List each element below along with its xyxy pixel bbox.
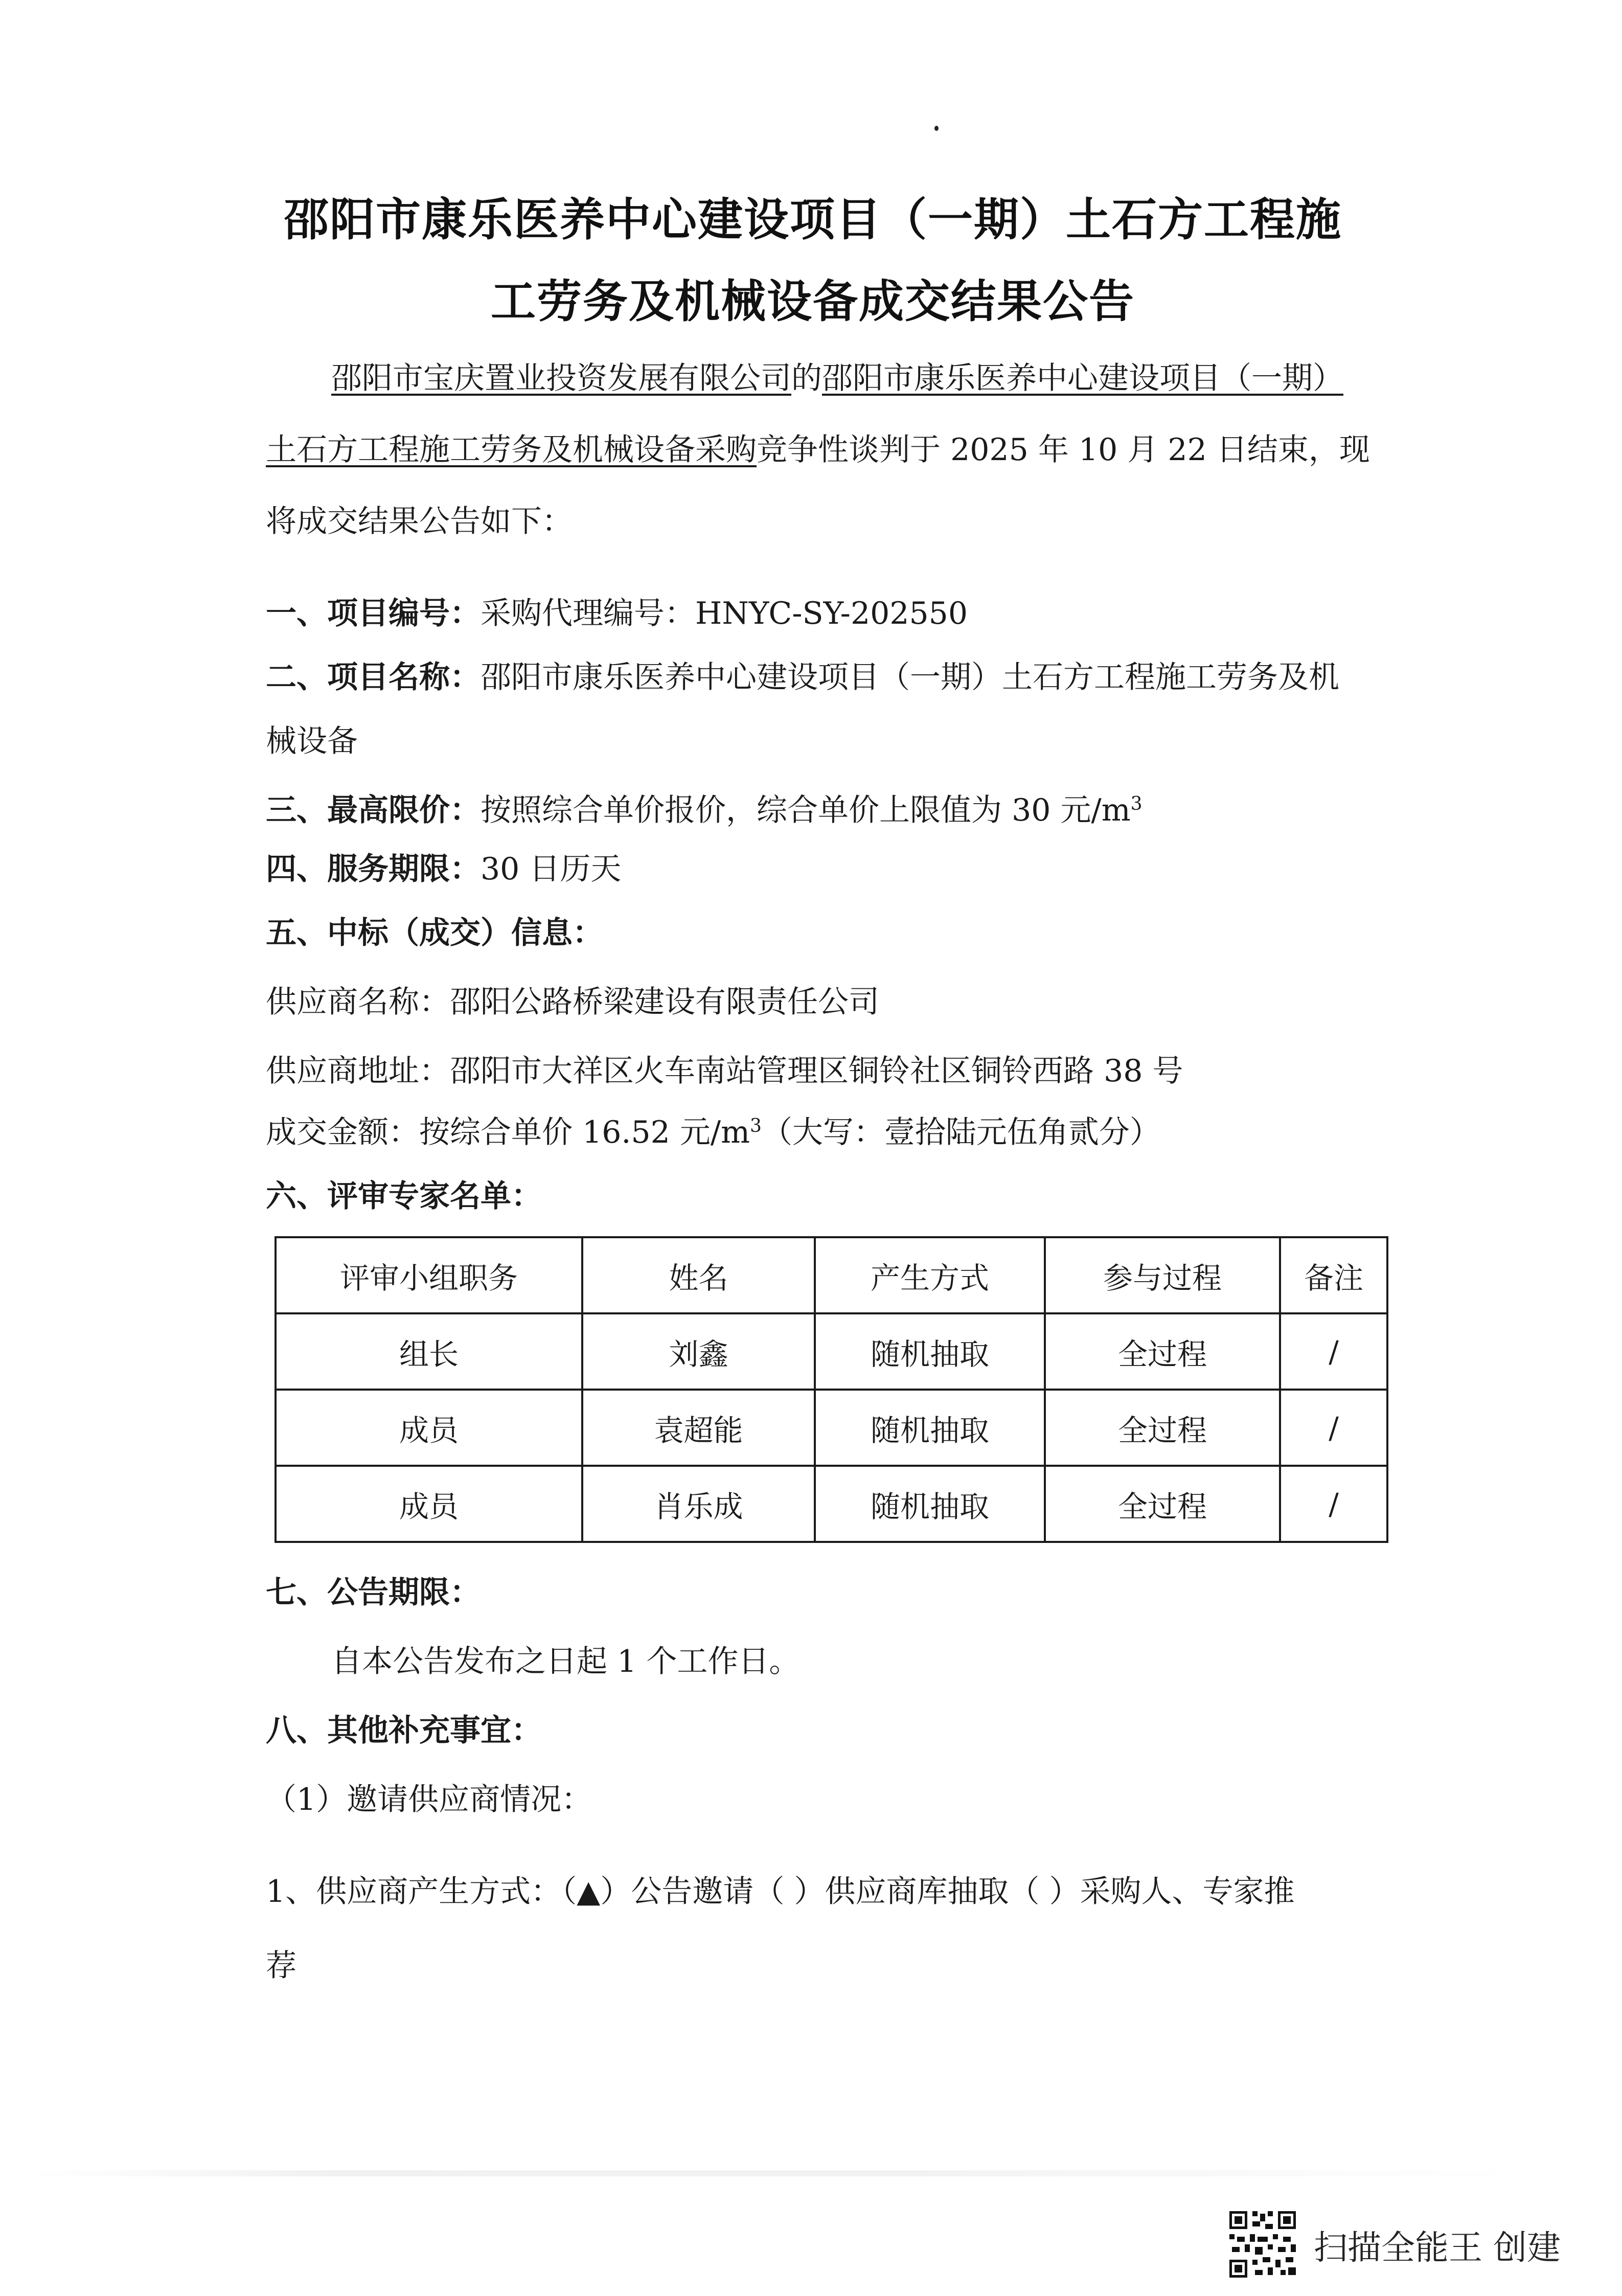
deal-amount-prefix: 成交金额：按综合单价 16.52 元/m: [266, 1115, 750, 1150]
deal-amount-unit-sup: 3: [750, 1116, 762, 1136]
table-header-row: [276, 1237, 1387, 1313]
table-cell: /: [1280, 1313, 1387, 1390]
scanner-watermark: [1227, 2209, 1561, 2280]
table-cell: 随机抽取: [815, 1313, 1045, 1390]
intro-connector: 的: [791, 360, 822, 396]
table-header-cell: 备注: [1280, 1237, 1387, 1313]
supplier-method-line-1: 1、供应商产生方式：（▲）公告邀请（ ）供应商库抽取（ ）采购人、专家推: [266, 1874, 1295, 1909]
intro-sentence-rest: 竞争性谈判于 2025 年 10 月 22 日结束，现: [757, 432, 1370, 468]
purchaser-name: 邵阳市宝庆置业投资发展有限公司: [331, 360, 791, 396]
title-line-2: 工劳务及机械设备成交结果公告: [490, 275, 1135, 328]
service-period: 30 日历天: [481, 851, 622, 887]
table-cell: 随机抽取: [815, 1390, 1045, 1466]
project-number: 采购代理编号：HNYC-SY-202550: [481, 596, 968, 631]
table-row: [276, 1466, 1387, 1542]
table-header-cell: 产生方式: [815, 1237, 1045, 1313]
section-1: [266, 593, 968, 634]
table-cell: 袁超能: [582, 1390, 815, 1466]
supplier-address: 供应商地址：邵阳市大祥区火车南站管理区铜铃社区铜铃西路 38 号: [266, 1053, 1183, 1089]
max-price: 按照综合单价报价，综合单价上限值为 30 元/m: [481, 792, 1131, 828]
section-8-label: 八、其他补充事宜：: [266, 1713, 542, 1748]
section-2-label: 二、项目名称：: [266, 660, 481, 695]
section-5-label: 五、中标（成交）信息：: [266, 915, 603, 951]
table-cell: 刘鑫: [582, 1313, 815, 1390]
project-name-part2: 土石方工程施工劳务及机械设备采购: [266, 432, 757, 468]
project-name-part1: 邵阳市康乐医养中心建设项目（一期）: [822, 360, 1343, 396]
table-header-cell: 姓名: [582, 1237, 815, 1313]
table-header-cell: 参与过程: [1045, 1237, 1280, 1313]
notice-period: 自本公告发布之日起 1 个工作日。: [331, 1644, 800, 1679]
deal-amount: [266, 1112, 1160, 1153]
table-cell: 全过程: [1045, 1390, 1280, 1466]
section-4: [266, 849, 621, 890]
table-cell: /: [1280, 1466, 1387, 1542]
table-cell: 成员: [276, 1466, 582, 1542]
table-cell: 肖乐成: [582, 1466, 815, 1542]
intro-line-1: [331, 358, 1343, 399]
intro-line-2: [266, 429, 1370, 470]
section-3-label: 三、最高限价：: [266, 792, 481, 828]
table-cell: /: [1280, 1390, 1387, 1466]
supplier-name: 供应商名称：邵阳公路桥梁建设有限责任公司: [266, 984, 879, 1020]
table-cell: 成员: [276, 1390, 582, 1466]
project-name-line-1: 邵阳市康乐医养中心建设项目（一期）土石方工程施工劳务及机: [481, 660, 1339, 695]
section-1-label: 一、项目编号：: [266, 596, 481, 631]
max-price-unit-sup: 3: [1130, 793, 1143, 814]
qr-code-icon: [1227, 2209, 1298, 2280]
title-line-1: 邵阳市康乐医养中心建设项目（一期）土石方工程施: [283, 193, 1342, 246]
table-cell: 全过程: [1045, 1313, 1280, 1390]
scan-speck: [934, 126, 939, 131]
table-cell: 全过程: [1045, 1466, 1280, 1542]
experts-table: [275, 1236, 1388, 1543]
section-2: [266, 657, 1339, 698]
project-name-line-2: 械设备: [266, 723, 358, 759]
invited-suppliers-subheading: （1）邀请供应商情况：: [266, 1782, 592, 1817]
deal-amount-suffix: （大写：壹拾陆元伍角贰分）: [761, 1115, 1160, 1150]
intro-line-3: 将成交结果公告如下：: [266, 504, 573, 539]
section-7-label: 七、公告期限：: [266, 1575, 481, 1610]
table-row: [276, 1313, 1387, 1390]
table-row: [276, 1390, 1387, 1466]
scanner-label: 扫描全能王 创建: [1314, 2227, 1561, 2267]
section-6-label: 六、评审专家名单：: [266, 1178, 542, 1214]
table-cell: 组长: [276, 1313, 582, 1390]
table-header-cell: 评审小组职务: [276, 1237, 582, 1313]
section-4-label: 四、服务期限：: [266, 851, 481, 887]
table-cell: 随机抽取: [815, 1466, 1045, 1542]
supplier-method-line-2: 荐: [266, 1948, 296, 1984]
section-3: [266, 790, 1143, 831]
scan-artifact: [31, 2170, 1513, 2176]
